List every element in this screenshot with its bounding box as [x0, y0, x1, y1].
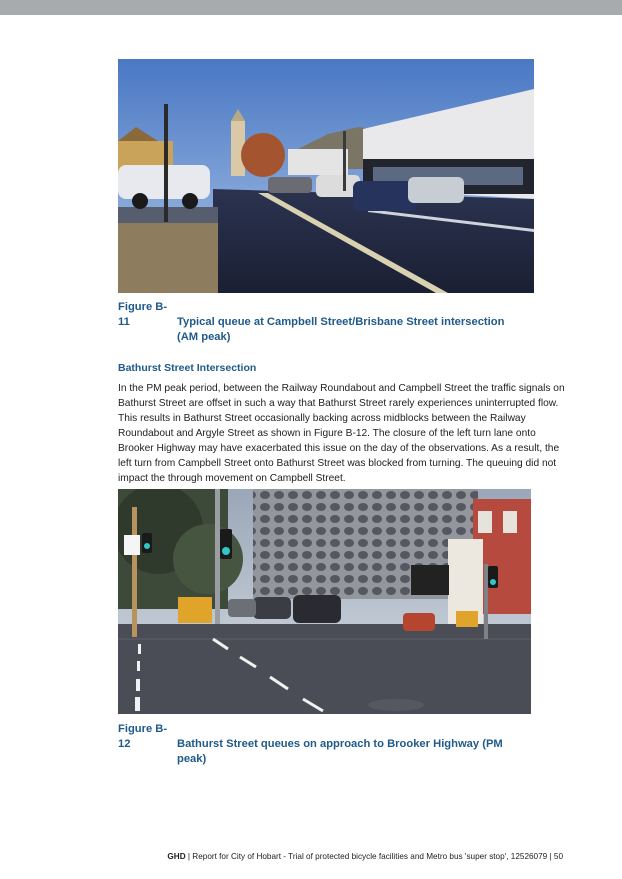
- figure-b12-photo: [118, 489, 531, 714]
- figure-b12-caption: [118, 722, 568, 767]
- figure-b12-caption-line2: peak): [177, 753, 207, 765]
- footer-text: | Report for City of Hobart - Trial of protected bicycle facilities and Metro bus 'super stop', 12526079 | 50: [185, 852, 563, 861]
- section-paragraph: In the PM peak period, between the Railway Roundabout and Campbell Street the traffic signals on Bathurst Street are offset in such a way that Bathurst Street rarely experiences uninterrupted flow. This results in Bathurst Street occasionally backing across midblocks between the Railway Roundabout and Argyle Street as shown in Figure B-12. The closure of the left turn lane onto Brooker Highway may have exacerbated this issue on the day of the observations. As a result, the left turn from Campbell Street onto Bathurst Street was blocked from turning. The queuing did not impact the through movement on Campbell Street.: [118, 383, 565, 484]
- figure-b11-photo: [118, 59, 534, 293]
- figure-b11-caption: [118, 300, 568, 345]
- figure-b11-number: Figure B-11: [118, 301, 168, 328]
- section-heading: Bathurst Street Intersection: [118, 362, 257, 374]
- top-bar: [0, 0, 622, 15]
- footer-brand: GHD: [167, 852, 186, 861]
- figure-b11-caption-line2: (AM peak): [177, 331, 231, 343]
- figure-b11-caption-line1: Typical queue at Campbell Street/Brisbane Street intersection: [177, 316, 505, 328]
- figure-b12-caption-line1: Bathurst Street queues on approach to Brooker Highway (PM: [177, 738, 503, 750]
- page-footer: [0, 852, 563, 861]
- figure-b12-number: Figure B-12: [118, 723, 168, 750]
